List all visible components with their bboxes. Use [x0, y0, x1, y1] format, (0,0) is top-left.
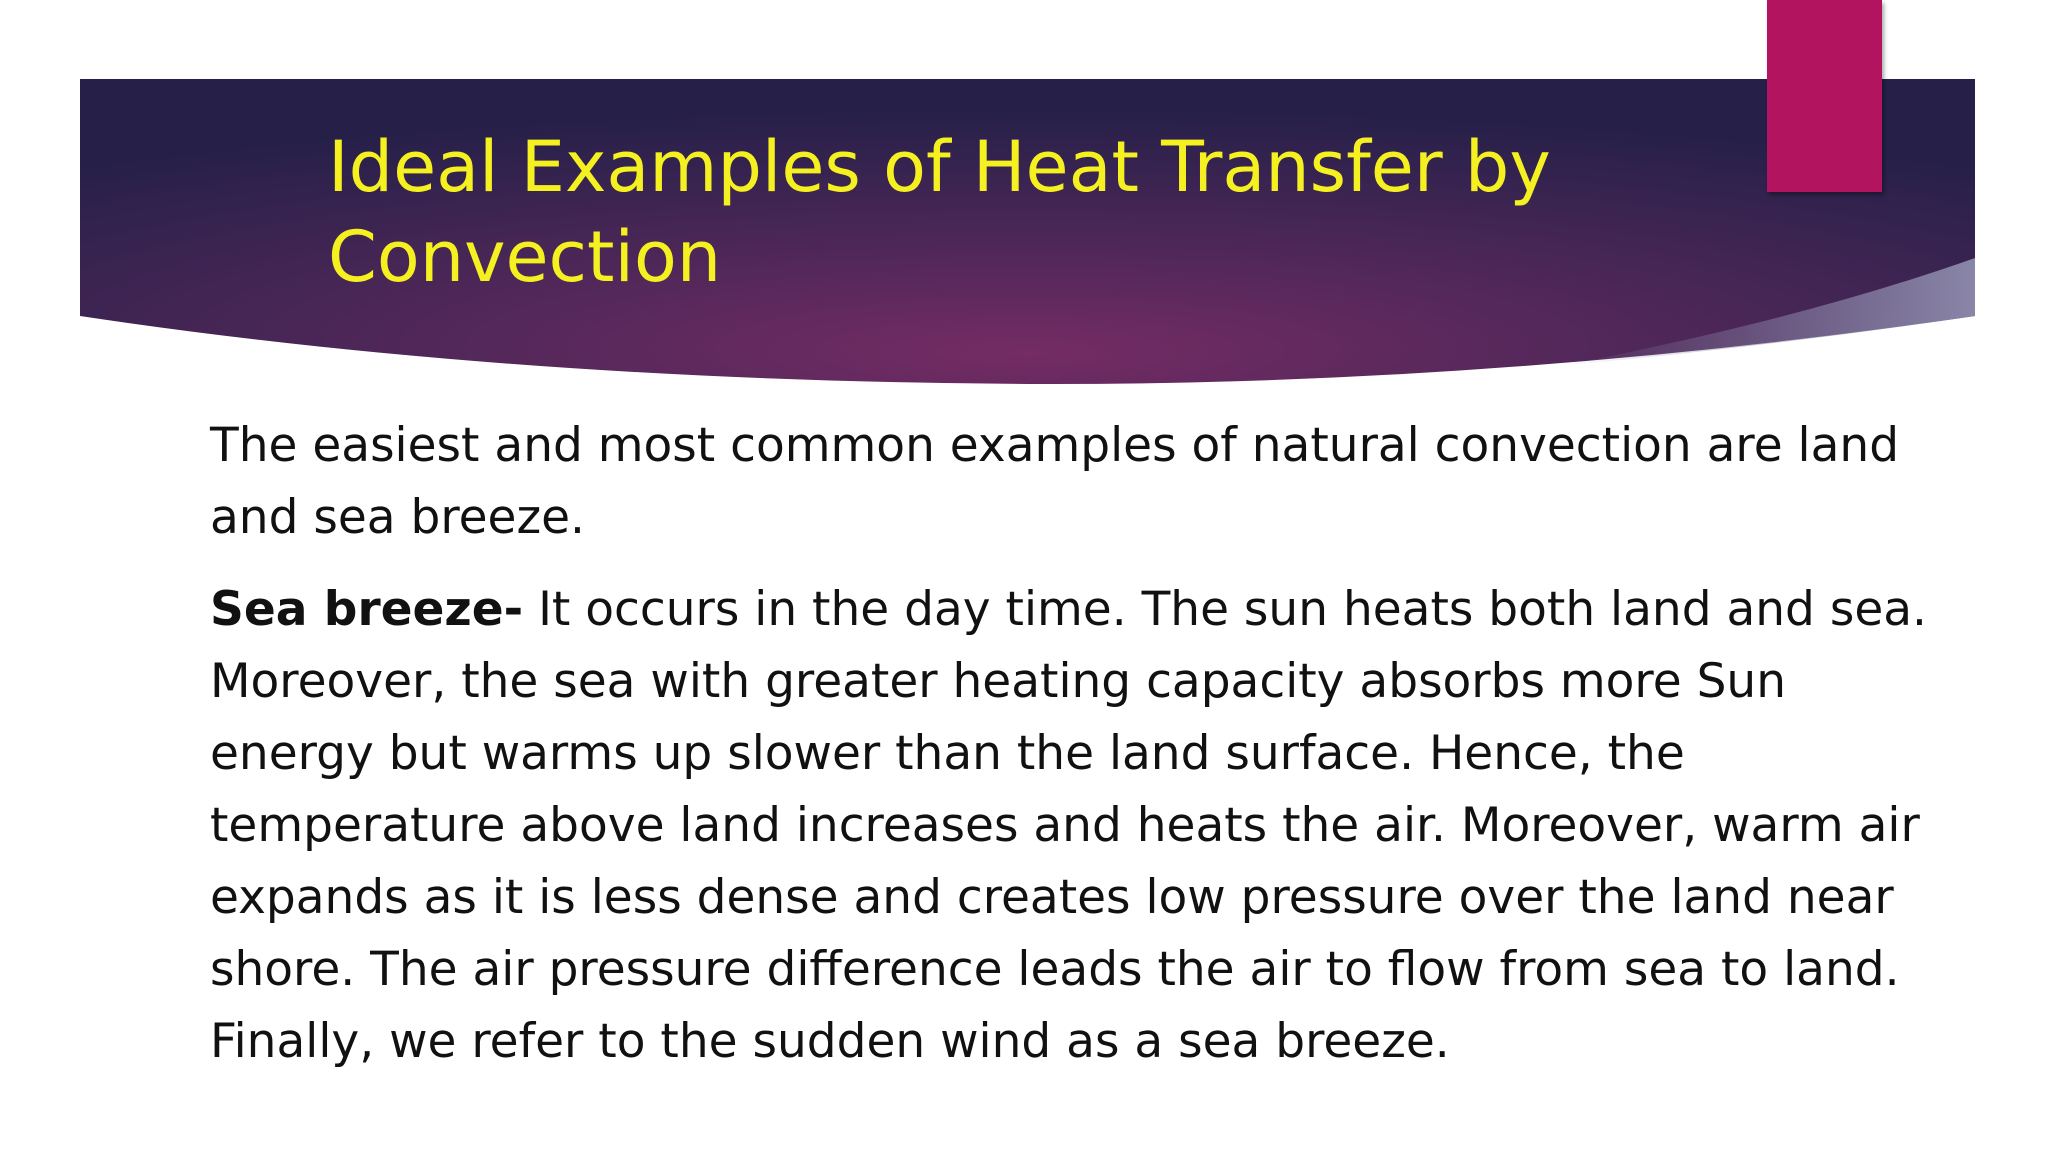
- slide-title: Ideal Examples of Heat Transfer by Convection: [328, 126, 1551, 298]
- accent-tab: [1767, 0, 1882, 192]
- slide-body: [210, 410, 1950, 1078]
- sea-breeze-paragraph: [210, 574, 1950, 1078]
- sea-breeze-term: Sea breeze-: [210, 582, 524, 637]
- intro-paragraph: The easiest and most common examples of natural convection are land and sea breeze.: [210, 418, 1900, 545]
- sea-breeze-text: It occurs in the day time. The sun heats both land and sea. Moreover, the sea with greater heating capacity absorbs more Sun energy but warms up slower than the land surface. Hence, the temperature above land increases and heats the air. Moreover, warm air expands as it is less dense and creates low pressure over the land near shore. The air pressure difference leads the air to flow from sea to land. Finally, we refer to the sudden wind as a sea breeze.: [210, 582, 1927, 1069]
